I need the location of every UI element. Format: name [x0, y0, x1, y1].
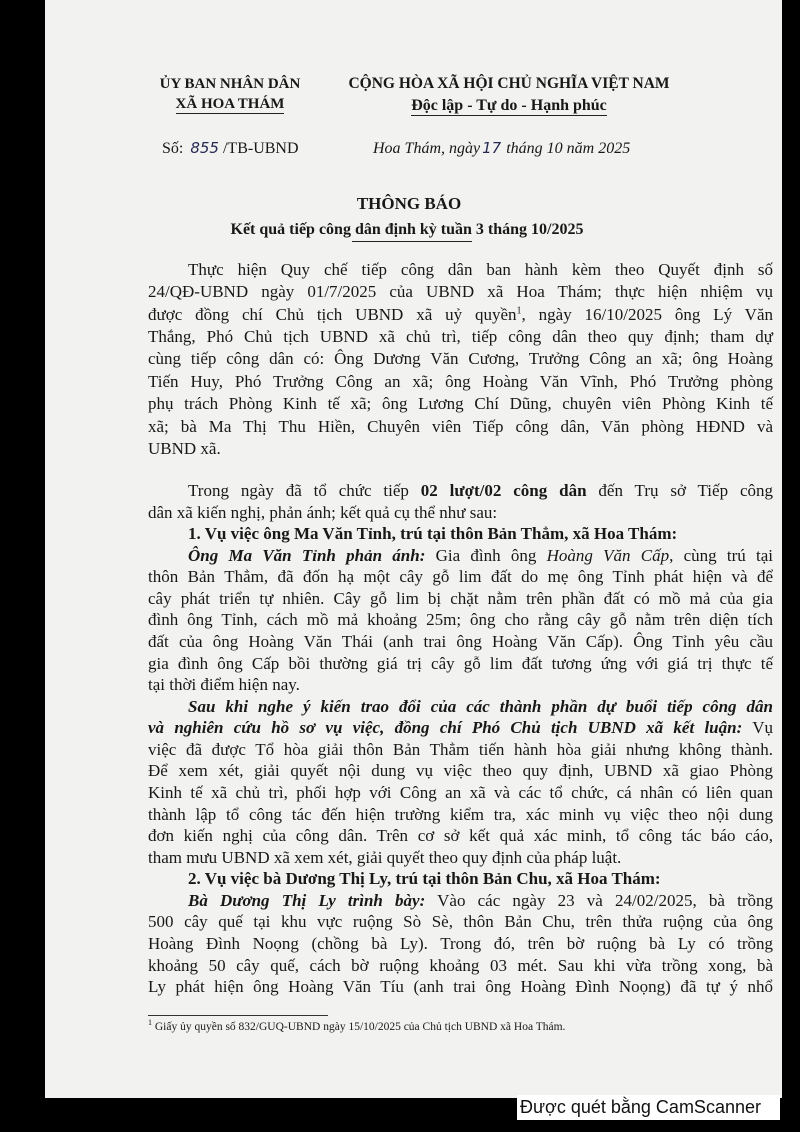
document-title: THÔNG BÁO: [356, 194, 462, 213]
paragraph-line: gia đình ông Cấp bồi thường giá trị cây gỗ lim đất tương ứng với giá trị thực tế: [148, 654, 773, 673]
paragraph-line: [188, 480, 773, 502]
paragraph-line: xã; bà Ma Thị Thu Hiền, Chuyên viên Tiếp công dân, Văn phòng HĐND và: [148, 417, 773, 436]
text-run: Vụ: [742, 718, 773, 737]
paragraph-line: Thắng, Phó Chủ tịch UBND xã chủ trì, tiếp công dân theo quy định; tham dự: [148, 327, 773, 346]
paragraph-line: Sau khi nghe ý kiến trao đổi của các thành phần dự buổi tiếp công dân: [188, 697, 773, 716]
national-motto: Độc lập - Tự do - Hạnh phúc: [411, 97, 607, 114]
text-run: , cùng trú tại: [669, 546, 774, 565]
paragraph-line: Tiến Huy, Phó Trưởng Công an xã; ông Hoàng Văn Vĩnh, Phó Trưởng phòng: [148, 372, 773, 391]
text-run: được đồng chí Chủ tịch UBND xã uỷ quyền: [148, 305, 517, 324]
footnote-separator: [148, 1015, 328, 1016]
paragraph-line: Ly phát hiện ông Hoàng Văn Tíu (anh trai ông Hoàng Đình Noọng) đã tự ý nhổ: [148, 977, 773, 996]
footnote: [148, 1019, 565, 1035]
document-subtitle: Kết quả tiếp công dân định kỳ tuần 3 tháng 10/2025: [230, 221, 584, 238]
camscanner-watermark: Được quét bằng CamScanner: [517, 1095, 780, 1120]
text-run: đến Trụ sở Tiếp công: [586, 481, 773, 500]
text-run-bold-italic: Bà Dương Thị Ly trình bày:: [188, 891, 426, 910]
number-suffix: /TB-UBND: [222, 140, 299, 157]
handwritten-number: 855: [190, 139, 219, 157]
date-suffix: tháng 10 năm 2025: [506, 140, 631, 157]
paragraph-line: dân xã kiến nghị, phản ánh; kết quả cụ thể như sau:: [148, 503, 498, 522]
text-run-bold-italic: và nghiên cứu hồ sơ vụ việc, đồng chí Phó Chủ tịch UBND xã kết luận:: [148, 718, 743, 737]
paragraph-line: tại thời điểm hiện nay.: [148, 675, 300, 694]
case1-heading: 1. Vụ việc ông Ma Văn Tỉnh, trú tại thôn Bản Thẳm, xã Hoa Thám:: [188, 524, 678, 543]
title-rule: [352, 241, 472, 242]
paragraph-line: UBND xã.: [148, 439, 221, 458]
text-run: , ngày 16/10/2025 ông Lý Văn: [521, 305, 773, 324]
agency-unit: XÃ HOA THÁM: [175, 96, 285, 112]
paragraph-line: đình ông Tỉnh, cách mồ mả khoảng 25m; ông cho rằng cây gỗ nằm trên diện tích: [148, 610, 773, 629]
paragraph-line: việc đã được Tổ hòa giải thôn Bản Thẳm tiến hành hòa giải nhưng không thành.: [148, 740, 773, 759]
paragraph-line: đơn kiến nghị của công dân. Trên cơ sở kết quả xác minh, tổ công tác báo cáo,: [148, 826, 773, 845]
date-prefix: Hoa Thám, ngày: [373, 140, 481, 157]
text-run-bold: 02 lượt/02 công dân: [420, 481, 587, 500]
footnote-marker: 1: [148, 1018, 152, 1028]
paragraph-line: [148, 717, 773, 739]
text-run: Trong ngày đã tổ chức tiếp: [188, 481, 421, 500]
paragraph-line: cùng tiếp công dân có: Ông Dương Văn Cương, Trưởng Công an xã; ông Hoàng: [148, 349, 773, 368]
paragraph-line: thành lập tổ công tác đến hiện trường kiểm tra, xác minh vụ việc theo nội dung: [148, 805, 773, 824]
paragraph-line: đất của ông Hoàng Văn Thái (anh trai ông Hoàng Văn Cấp). Ông Tỉnh yêu cầu: [148, 632, 773, 651]
handwritten-day: 17: [482, 139, 502, 157]
paragraph-line: 500 cây quế tại khu vực ruộng Sò Sè, thôn Bản Chu, trên thửa ruộng của ông: [148, 912, 773, 931]
paragraph-line: Hoàng Đình Noọng (chồng bà Ly). Trong đó, trên bờ ruộng bà Ly có trồng: [148, 934, 773, 953]
paragraph-line: Thực hiện Quy chế tiếp công dân ban hành kèm theo Quyết định số: [188, 260, 773, 279]
text-run: Vào các ngày 23 và 24/02/2025, bà trồng: [425, 891, 773, 910]
case2-heading: 2. Vụ việc bà Dương Thị Ly, trú tại thôn Bản Chu, xã Hoa Thám:: [188, 869, 661, 888]
paragraph-line: thôn Bản Thẳm, đã đốn hạ một cây gỗ lim đất do mẹ ông Tỉnh phát hiện và để: [148, 567, 773, 586]
text-run-italic: Hoàng Văn Cấp: [546, 546, 670, 565]
footnote-text: Giấy ủy quyền số 832/GUQ-UBND ngày 15/10/2025 của Chủ tịch UBND xã Hoa Thám.: [152, 1021, 566, 1033]
paragraph-line: khoảng 50 cây quế, cách bờ ruộng khoảng 03 mét. Sau khi vừa trồng xong, bà: [148, 956, 773, 975]
paragraph-line: [188, 545, 773, 567]
agency-name: ỦY BAN NHÂN DÂN: [159, 76, 301, 92]
agency-unit-wrap: [130, 94, 330, 114]
paragraph-line: phụ trách Phòng Kinh tế xã; ông Lương Chí Dũng, chuyên viên Phòng Kinh tế: [148, 394, 773, 413]
text-run: Gia đình ông: [425, 546, 547, 565]
paragraph-line: [188, 890, 773, 912]
paragraph-line: Kinh tế xã chủ trì, phối hợp với Công an xã và các tổ chức, cá nhân có liên quan: [148, 783, 773, 802]
paragraph-line: cây phát triển tự nhiên. Cây gỗ lim bị chặt nằm trên phần đất có mồ mả của gia: [148, 589, 773, 608]
document-date: [373, 138, 630, 159]
text-run-bold-italic: Ông Ma Văn Tỉnh phản ánh:: [188, 546, 426, 565]
paragraph-line: Để xem xét, giải quyết nội dung vụ việc theo quy định, UBND xã giao Phòng: [148, 761, 773, 780]
paragraph-line: tham mưu UBND xã xem xét, giải quyết theo quy định của pháp luật.: [148, 848, 622, 867]
paragraph-line: 24/QĐ-UBND ngày 01/7/2025 của UBND xã Hoa Thám; thực hiện nhiệm vụ: [148, 282, 773, 301]
document-number: [162, 138, 299, 159]
national-motto-wrap: [329, 96, 689, 116]
number-label: Số:: [162, 140, 184, 157]
paragraph-line: [148, 304, 773, 326]
footnote-ref: 1: [516, 305, 522, 317]
national-title: CỘNG HÒA XÃ HỘI CHỦ NGHĨA VIỆT NAM: [348, 75, 670, 92]
